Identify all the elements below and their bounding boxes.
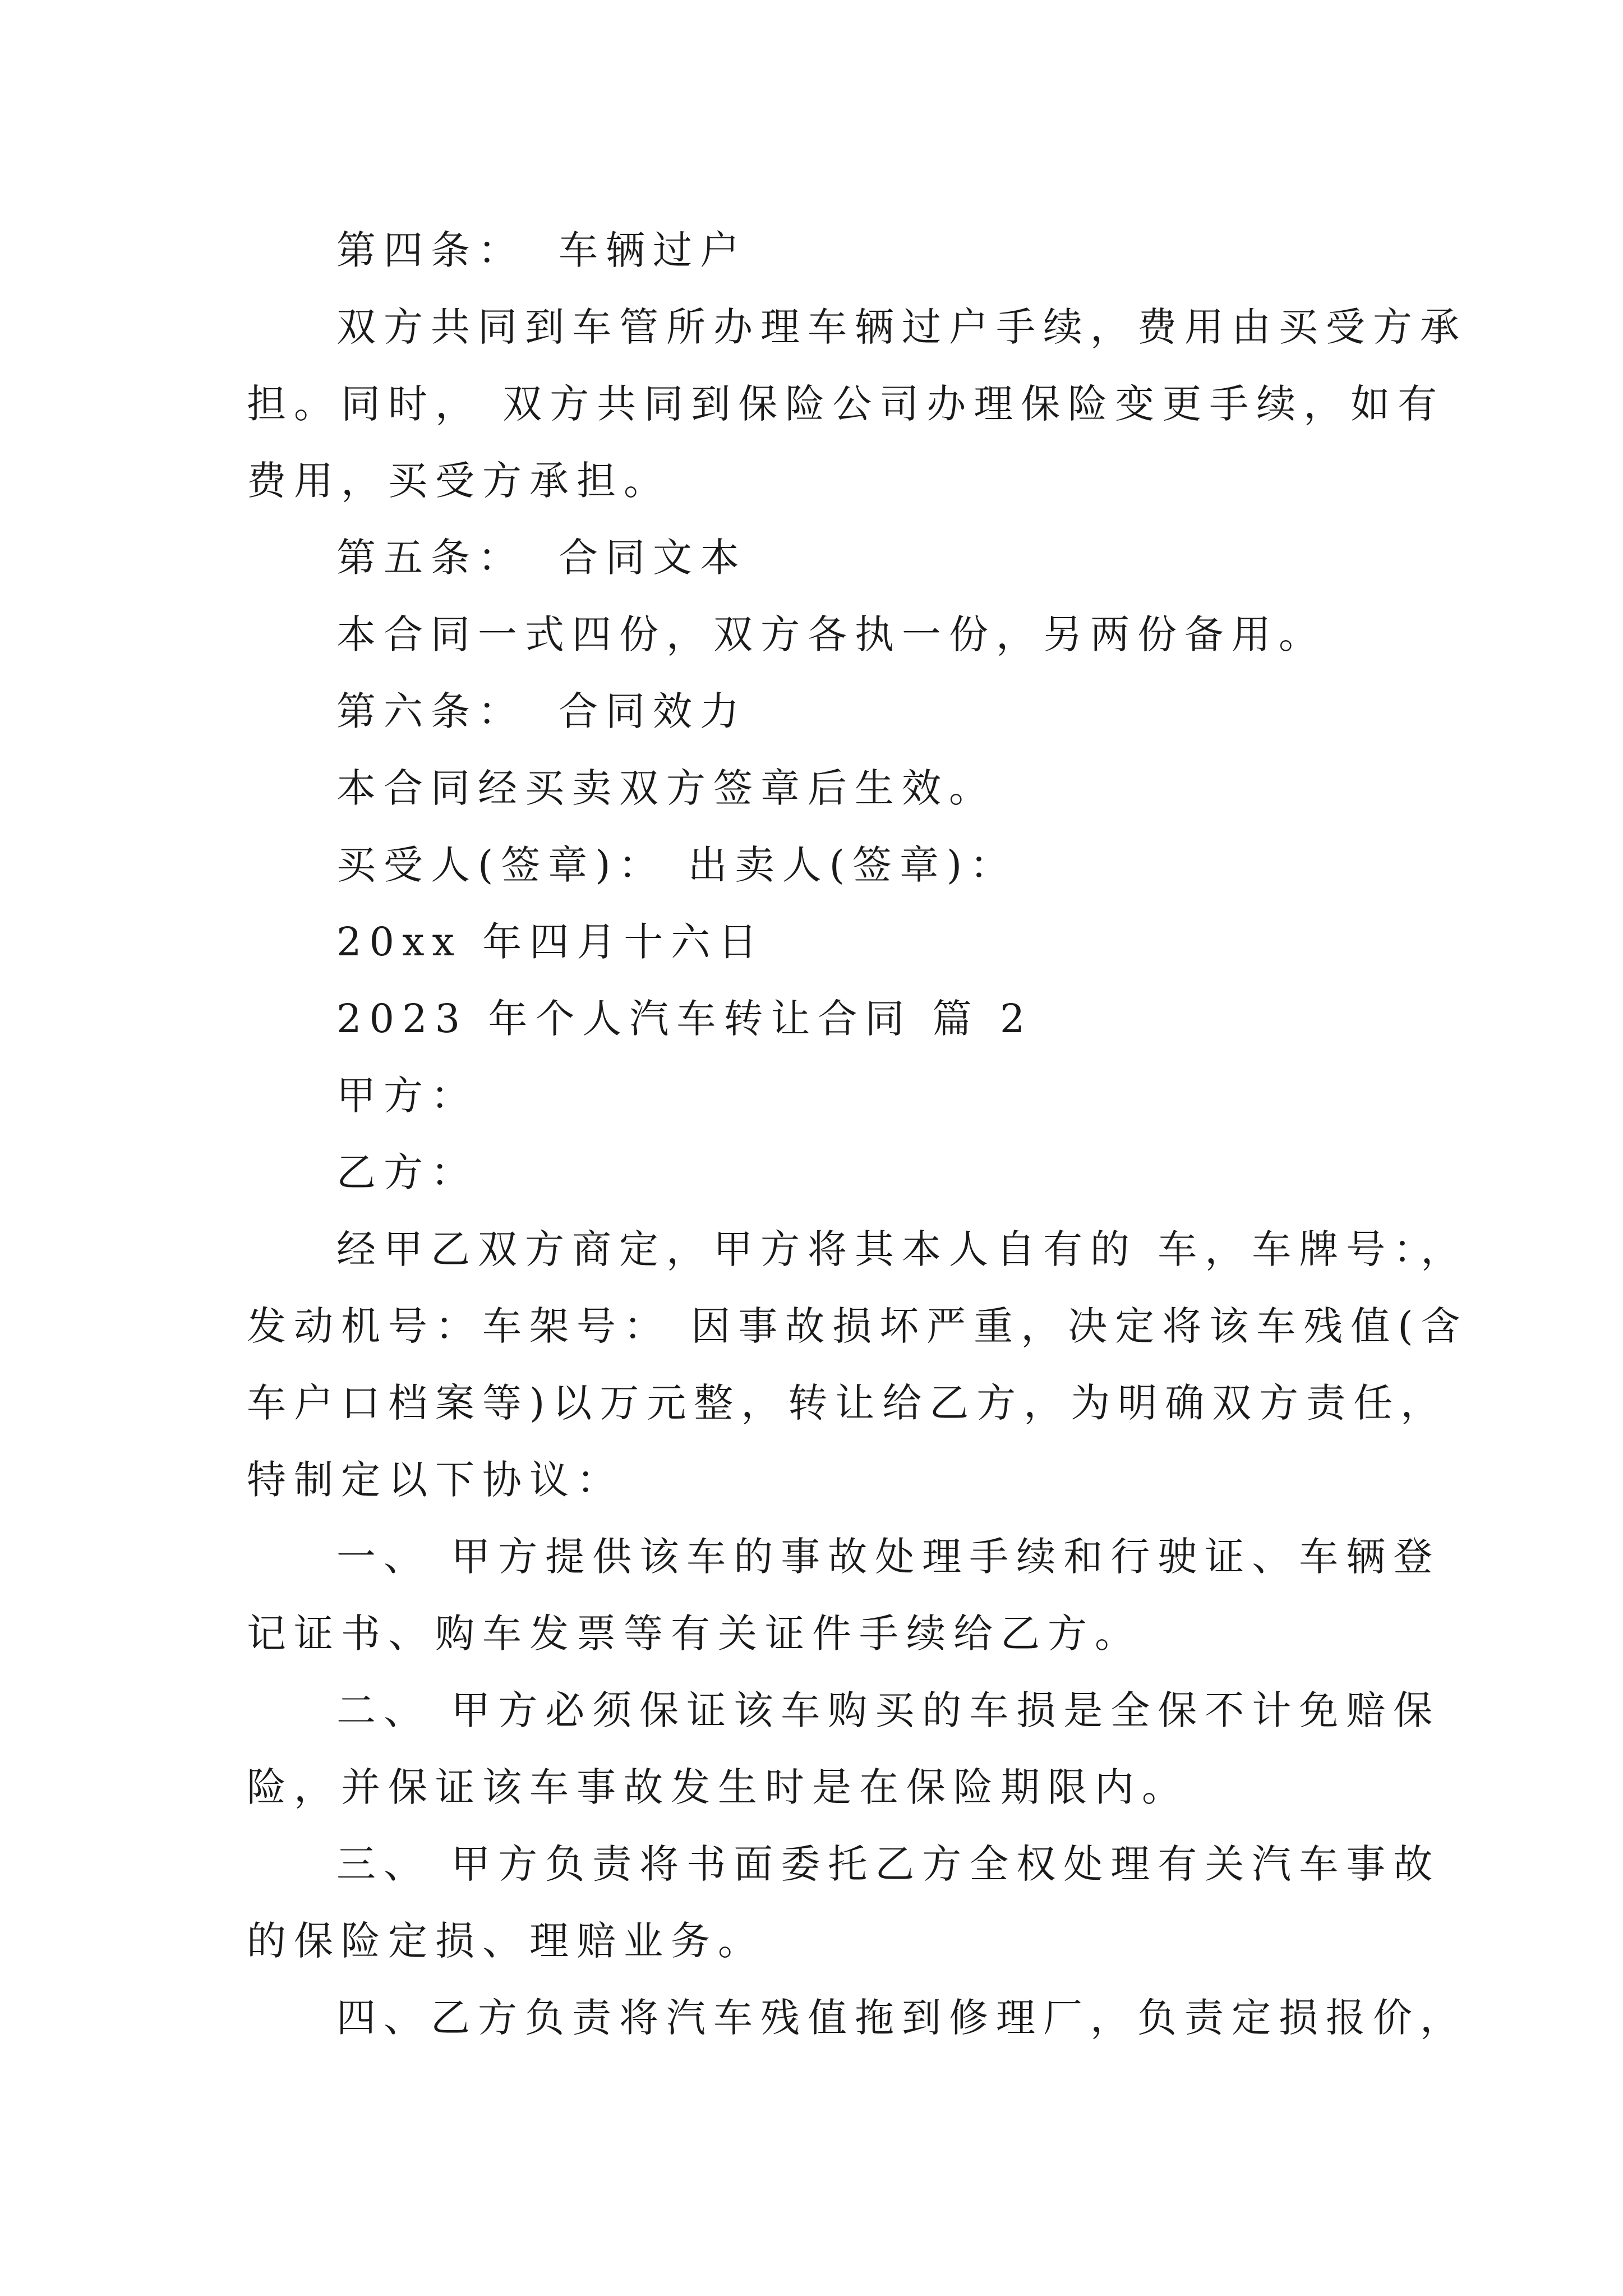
article-6-heading bbox=[247, 673, 1391, 750]
intro-line-1: 经甲乙双方商定，甲方将其本人自有的 车，车牌号：， bbox=[336, 1226, 1468, 1272]
article-4-line-3: 费用，买受方承担。 bbox=[247, 458, 671, 504]
document-page bbox=[247, 212, 1468, 2056]
article-4-heading bbox=[247, 212, 1391, 289]
intro-line-3: 车户口档案等)以万元整，转让给乙方，为明确双方责任， bbox=[247, 1380, 1448, 1426]
clause-3-line-2: 的保险定损、理赔业务。 bbox=[247, 1918, 765, 1964]
article-4-line-1: 双方共同到车管所办理车辆过户手续，费用由买受方承 bbox=[336, 304, 1467, 350]
article-4-label: 第四条： bbox=[336, 227, 525, 273]
buyer-signature-label: 买受人(签章)： bbox=[336, 842, 666, 888]
article-5-heading bbox=[247, 519, 1391, 596]
article-6-label: 第六条： bbox=[336, 688, 525, 734]
clause-3-line-1: 三、 甲方负责将书面委托乙方全权处理有关汽车事故 bbox=[336, 1841, 1441, 1887]
article-5-body: 本合同一式四份，双方各执一份，另两份备用。 bbox=[336, 611, 1326, 657]
article-6-title: 合同效力 bbox=[559, 688, 747, 734]
clause-2-line-2: 险，并保证该车事故发生时是在保险期限内。 bbox=[247, 1764, 1189, 1810]
contract-2-title: 2023 年个人汽车转让合同 篇 2 bbox=[336, 996, 1033, 1042]
party-a-line: 甲方： bbox=[336, 1073, 478, 1119]
intro-line-4: 特制定以下协议： bbox=[247, 1457, 624, 1503]
article-5-label: 第五条： bbox=[336, 535, 525, 581]
party-b-line: 乙方： bbox=[336, 1149, 478, 1195]
clause-2-line-1: 二、 甲方必须保证该车购买的车损是全保不计免赔保 bbox=[336, 1687, 1441, 1733]
article-5-title: 合同文本 bbox=[559, 535, 747, 581]
clause-4-line-1: 四、乙方负责将汽车残值拖到修理厂，负责定损报价， bbox=[336, 1995, 1467, 2041]
article-4-line-2: 担。同时， 双方共同到保险公司办理保险变更手续，如有 bbox=[247, 381, 1445, 427]
seller-signature-label: 出卖人(签章)： bbox=[688, 842, 1017, 888]
intro-line-2: 发动机号：车架号： 因事故损坏严重，决定将该车残值(含 bbox=[247, 1303, 1468, 1349]
clause-1-line-2: 记证书、购车发票等有关证件手续给乙方。 bbox=[247, 1611, 1142, 1657]
clause-1-line-1: 一、 甲方提供该车的事故处理手续和行驶证、车辆登 bbox=[336, 1534, 1441, 1580]
article-6-body: 本合同经买卖双方签章后生效。 bbox=[336, 765, 996, 811]
article-4-title: 车辆过户 bbox=[559, 227, 747, 273]
signature-line bbox=[247, 827, 1391, 904]
date-line: 20xx 年四月十六日 bbox=[336, 919, 766, 965]
